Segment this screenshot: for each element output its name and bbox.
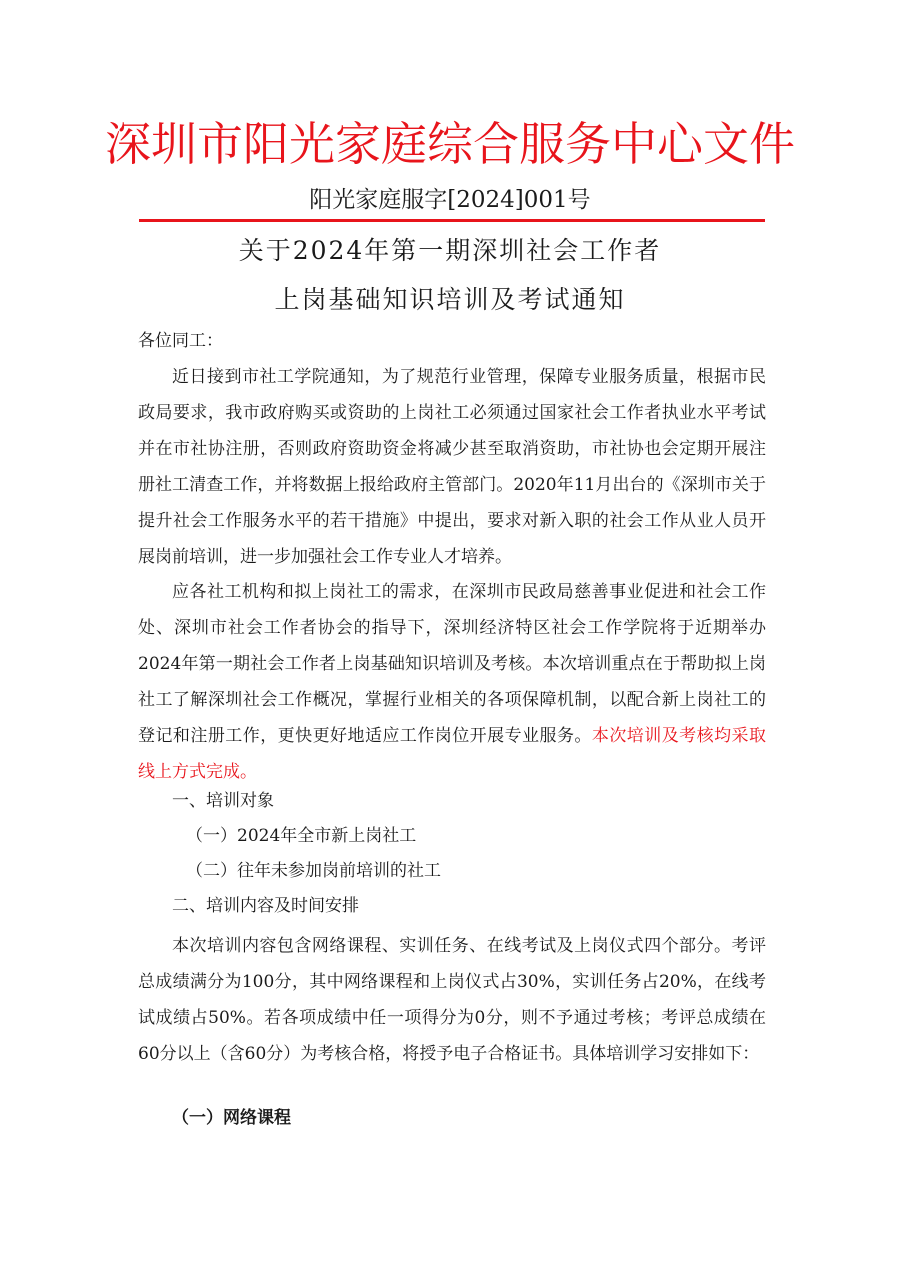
org-title: 深圳市阳光家庭综合服务中心文件	[105, 117, 795, 171]
notice-title-line2: 上岗基础知识培训及考试通知	[274, 285, 626, 314]
section-heading-content-schedule: 二、培训内容及时间安排	[172, 896, 359, 916]
paragraph-assessment: 本次培训内容包含网络课程、实训任务、在线考试及上岗仪式四个部分。考评总成绩满分为100分，其中网络课程和上岗仪式占30%，实训任务占20%，在线考试成绩占50%。若各项成绩中任一项得分为0分，则不予通过考核；考评总成绩在60分以上（含60分）为考核合格，将授予电子合格证书。具体培训学习安排如下：	[138, 936, 766, 1064]
subsection-heading-online-course: （一）网络课程	[172, 1108, 291, 1128]
paragraph-background: 近日接到市社工学院通知，为了规范行业管理，保障专业服务质量，根据市民政局要求，我市政府购买或资助的上岗社工必须通过国家社会工作者执业水平考试并在市社协注册，否则政府资助资金将减少甚至取消资助，市社协也会定期开展注册社工清查工作，并将数据上报给政府主管部门。2020年11月出台的《深圳市关于提升社会工作服务水平的若干措施》中提出，要求对新入职的社会工作从业人员开展岗前培训，进一步加强社会工作专业人才培养。	[138, 367, 766, 567]
paragraph-training-purpose	[138, 574, 766, 790]
paragraph-training-purpose-text: 应各社工机构和拟上岗社工的需求，在深圳市民政局慈善事业促进和社会工作处、深圳市社会工作者协会的指导下，深圳经济特区社会工作学院将于近期举办2024年第一期社会工作者上岗基础知识培训及考核。本次培训重点在于帮助拟上岗社工了解深圳社会工作概况，掌握行业相关的各项保障机制，以配合新上岗社工的登记和注册工作，更快更好地适应工作岗位开展专业服务。	[138, 582, 766, 746]
doc-number: 阳光家庭服字[2024]001号	[309, 187, 591, 213]
audience-item-2: （二）往年未参加岗前培训的社工	[186, 861, 441, 881]
online-mode-highlight: 本次培训及考核均采取线上方式完成。	[138, 726, 767, 782]
section-heading-audience: 一、培训对象	[172, 791, 274, 811]
salutation: 各位同工：	[138, 331, 223, 351]
notice-title-line1: 关于2024年第一期深圳社会工作者	[238, 236, 662, 265]
audience-item-1: （一）2024年全市新上岗社工	[186, 826, 417, 846]
red-divider-line	[139, 219, 765, 222]
